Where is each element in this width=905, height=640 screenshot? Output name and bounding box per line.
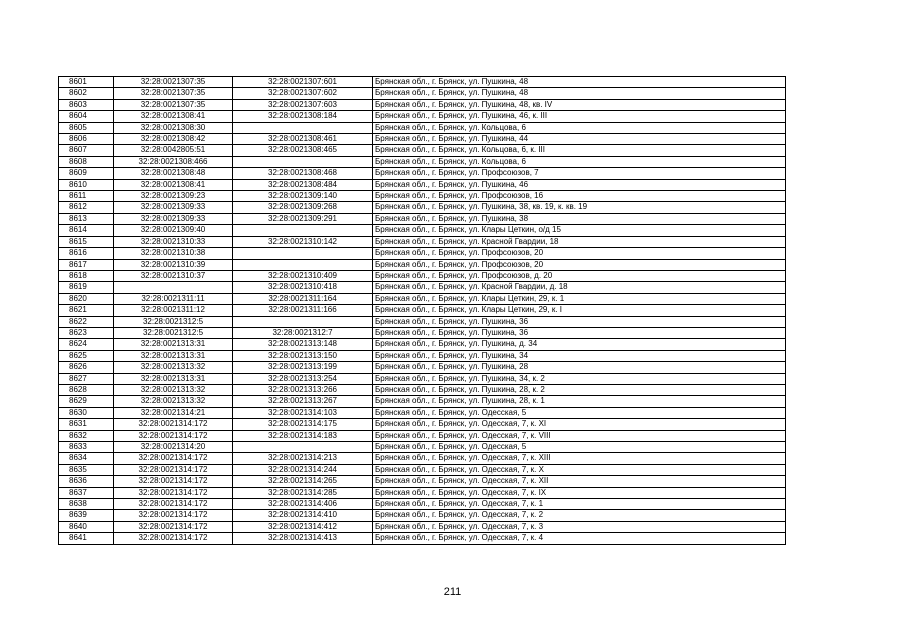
address-cell: Брянская обл., г. Брянск, ул. Красной Гвардии, д. 18 [373,282,786,293]
table-row [59,407,786,418]
row-number-cell: 8615 [59,236,114,247]
address-cell: Брянская обл., г. Брянск, ул. Профсоюзов, д. 20 [373,270,786,281]
object-cadastral-number-cell: 32:28:0021314:406 [233,499,373,510]
object-cadastral-number-cell: 32:28:0021313:199 [233,362,373,373]
register-table [58,76,786,545]
address-cell: Брянская обл., г. Брянск, ул. Кольцова, 6 [373,122,786,133]
table-row [59,191,786,202]
land-cadastral-number-cell: 32:28:0021313:32 [114,362,233,373]
object-cadastral-number-cell: 32:28:0021311:164 [233,293,373,304]
table-row [59,453,786,464]
land-cadastral-number-cell: 32:28:0021314:172 [114,521,233,532]
address-cell: Брянская обл., г. Брянск, ул. Одесская, 7, к. X [373,464,786,475]
object-cadastral-number-cell: 32:28:0021308:461 [233,134,373,145]
row-number-cell: 8637 [59,487,114,498]
row-number-cell: 8618 [59,270,114,281]
address-cell: Брянская обл., г. Брянск, ул. Пушкина, 48 [373,77,786,88]
row-number-cell: 8628 [59,384,114,395]
object-cadastral-number-cell: 32:28:0021310:409 [233,270,373,281]
row-number-cell: 8617 [59,259,114,270]
row-number-cell: 8602 [59,88,114,99]
table-row [59,122,786,133]
object-cadastral-number-cell [233,225,373,236]
table-row [59,282,786,293]
table-row [59,362,786,373]
table-row [59,225,786,236]
table-row [59,88,786,99]
table-row [59,510,786,521]
object-cadastral-number-cell: 32:28:0021308:468 [233,168,373,179]
address-cell: Брянская обл., г. Брянск, ул. Красной Гвардии, 18 [373,236,786,247]
address-cell: Брянская обл., г. Брянск, ул. Пушкина, 28, к. 2 [373,384,786,395]
object-cadastral-number-cell: 32:28:0021307:601 [233,77,373,88]
object-cadastral-number-cell: 32:28:0021311:166 [233,305,373,316]
object-cadastral-number-cell: 32:28:0021310:142 [233,236,373,247]
object-cadastral-number-cell: 32:28:0021308:484 [233,179,373,190]
land-cadastral-number-cell: 32:28:0021311:12 [114,305,233,316]
table-row [59,156,786,167]
row-number-cell: 8632 [59,430,114,441]
table-row [59,99,786,110]
address-cell: Брянская обл., г. Брянск, ул. Кольцова, 6 [373,156,786,167]
table-row [59,384,786,395]
land-cadastral-number-cell: 32:28:0021307:35 [114,88,233,99]
land-cadastral-number-cell: 32:28:0021314:172 [114,487,233,498]
object-cadastral-number-cell [233,122,373,133]
table-row [59,464,786,475]
table-row [59,236,786,247]
address-cell: Брянская обл., г. Брянск, ул. Клары Цеткин, о/д 15 [373,225,786,236]
object-cadastral-number-cell: 32:28:0021308:465 [233,145,373,156]
table-row [59,396,786,407]
row-number-cell: 8631 [59,419,114,430]
table-row [59,248,786,259]
row-number-cell: 8635 [59,464,114,475]
table-row [59,259,786,270]
object-cadastral-number-cell: 32:28:0021314:412 [233,521,373,532]
address-cell: Брянская обл., г. Брянск, ул. Одесская, 7, к. 4 [373,533,786,544]
address-cell: Брянская обл., г. Брянск, ул. Клары Цеткин, 29, к. 1 [373,293,786,304]
row-number-cell: 8605 [59,122,114,133]
table-row [59,430,786,441]
row-number-cell: 8640 [59,521,114,532]
row-number-cell: 8639 [59,510,114,521]
address-cell: Брянская обл., г. Брянск, ул. Кольцова, 6, к. III [373,145,786,156]
land-cadastral-number-cell: 32:28:0021307:35 [114,99,233,110]
row-number-cell: 8627 [59,373,114,384]
object-cadastral-number-cell [233,248,373,259]
land-cadastral-number-cell [114,282,233,293]
object-cadastral-number-cell: 32:28:0021314:410 [233,510,373,521]
table-row [59,270,786,281]
table-row [59,419,786,430]
object-cadastral-number-cell [233,316,373,327]
land-cadastral-number-cell: 32:28:0021307:35 [114,77,233,88]
land-cadastral-number-cell: 32:28:0021313:32 [114,396,233,407]
land-cadastral-number-cell: 32:28:0021310:37 [114,270,233,281]
land-cadastral-number-cell: 32:28:0021309:33 [114,213,233,224]
land-cadastral-number-cell: 32:28:0021309:33 [114,202,233,213]
address-cell: Брянская обл., г. Брянск, ул. Пушкина, 48, кв. IV [373,99,786,110]
row-number-cell: 8630 [59,407,114,418]
object-cadastral-number-cell: 32:28:0021314:183 [233,430,373,441]
row-number-cell: 8641 [59,533,114,544]
table-row [59,168,786,179]
address-cell: Брянская обл., г. Брянск, ул. Профсоюзов, 20 [373,259,786,270]
land-cadastral-number-cell: 32:28:0021314:172 [114,464,233,475]
address-cell: Брянская обл., г. Брянск, ул. Одесская, 7, к. XI [373,419,786,430]
table-row [59,111,786,122]
land-cadastral-number-cell: 32:28:0021313:32 [114,384,233,395]
object-cadastral-number-cell: 32:28:0021314:413 [233,533,373,544]
address-cell: Брянская обл., г. Брянск, ул. Одесская, 5 [373,407,786,418]
row-number-cell: 8619 [59,282,114,293]
object-cadastral-number-cell: 32:28:0021313:267 [233,396,373,407]
address-cell: Брянская обл., г. Брянск, ул. Пушкина, 44 [373,134,786,145]
object-cadastral-number-cell: 32:28:0021313:148 [233,339,373,350]
land-cadastral-number-cell: 32:28:0021314:172 [114,476,233,487]
row-number-cell: 8629 [59,396,114,407]
row-number-cell: 8624 [59,339,114,350]
address-cell: Брянская обл., г. Брянск, ул. Одесская, 7, к. 1 [373,499,786,510]
table-row [59,305,786,316]
row-number-cell: 8634 [59,453,114,464]
row-number-cell: 8623 [59,327,114,338]
land-cadastral-number-cell: 32:28:0021308:42 [114,134,233,145]
object-cadastral-number-cell [233,259,373,270]
row-number-cell: 8636 [59,476,114,487]
page-number: 211 [443,586,462,598]
object-cadastral-number-cell: 32:28:0021309:291 [233,213,373,224]
land-cadastral-number-cell: 32:28:0021314:172 [114,533,233,544]
address-cell: Брянская обл., г. Брянск, ул. Пушкина, 46, к. III [373,111,786,122]
row-number-cell: 8609 [59,168,114,179]
table-row [59,213,786,224]
address-cell: Брянская обл., г. Брянск, ул. Профсоюзов, 7 [373,168,786,179]
address-cell: Брянская обл., г. Брянск, ул. Пушкина, 38, кв. 19, к. кв. 19 [373,202,786,213]
land-cadastral-number-cell: 32:28:0021314:172 [114,510,233,521]
table-row [59,293,786,304]
address-cell: Брянская обл., г. Брянск, ул. Пушкина, 28, к. 1 [373,396,786,407]
table-row [59,134,786,145]
address-cell: Брянская обл., г. Брянск, ул. Профсоюзов, 20 [373,248,786,259]
land-cadastral-number-cell: 32:28:0021308:48 [114,168,233,179]
land-cadastral-number-cell: 32:28:0021310:33 [114,236,233,247]
address-cell: Брянская обл., г. Брянск, ул. Одесская, 7, к. VIII [373,430,786,441]
table-row [59,487,786,498]
land-cadastral-number-cell: 32:28:0021313:31 [114,339,233,350]
address-cell: Брянская обл., г. Брянск, ул. Одесская, 7, к. XIII [373,453,786,464]
object-cadastral-number-cell: 32:28:0021314:265 [233,476,373,487]
row-number-cell: 8633 [59,442,114,453]
table-row [59,521,786,532]
object-cadastral-number-cell: 32:28:0021314:213 [233,453,373,464]
land-cadastral-number-cell: 32:28:0021308:30 [114,122,233,133]
address-cell: Брянская обл., г. Брянск, ул. Пушкина, д. 34 [373,339,786,350]
address-cell: Брянская обл., г. Брянск, ул. Одесская, 7, к. XII [373,476,786,487]
land-cadastral-number-cell: 32:28:0021314:172 [114,453,233,464]
address-cell: Брянская обл., г. Брянск, ул. Клары Цеткин, 29, к. I [373,305,786,316]
address-cell: Брянская обл., г. Брянск, ул. Пушкина, 34 [373,350,786,361]
table-row [59,327,786,338]
address-cell: Брянская обл., г. Брянск, ул. Одесская, 7, к. 3 [373,521,786,532]
address-cell: Брянская обл., г. Брянск, ул. Пушкина, 46 [373,179,786,190]
land-cadastral-number-cell: 32:28:0021310:39 [114,259,233,270]
row-number-cell: 8614 [59,225,114,236]
table-row [59,179,786,190]
land-cadastral-number-cell: 32:28:0021310:38 [114,248,233,259]
table-row [59,499,786,510]
land-cadastral-number-cell: 32:28:0021309:23 [114,191,233,202]
address-cell: Брянская обл., г. Брянск, ул. Пушкина, 34, к. 2 [373,373,786,384]
address-cell: Брянская обл., г. Брянск, ул. Пушкина, 38 [373,213,786,224]
object-cadastral-number-cell: 32:28:0021314:103 [233,407,373,418]
table-row [59,145,786,156]
land-cadastral-number-cell: 32:28:0042805:51 [114,145,233,156]
land-cadastral-number-cell: 32:28:0021308:41 [114,111,233,122]
table-row [59,202,786,213]
object-cadastral-number-cell: 32:28:0021309:140 [233,191,373,202]
table-row [59,339,786,350]
object-cadastral-number-cell: 32:28:0021314:244 [233,464,373,475]
table-row [59,442,786,453]
row-number-cell: 8621 [59,305,114,316]
row-number-cell: 8622 [59,316,114,327]
table-row [59,533,786,544]
address-cell: Брянская обл., г. Брянск, ул. Одесская, 5 [373,442,786,453]
object-cadastral-number-cell: 32:28:0021313:150 [233,350,373,361]
object-cadastral-number-cell: 32:28:0021307:602 [233,88,373,99]
row-number-cell: 8620 [59,293,114,304]
land-cadastral-number-cell: 32:28:0021314:20 [114,442,233,453]
land-cadastral-number-cell: 32:28:0021308:466 [114,156,233,167]
land-cadastral-number-cell: 32:28:0021314:172 [114,430,233,441]
land-cadastral-number-cell: 32:28:0021314:172 [114,499,233,510]
object-cadastral-number-cell: 32:28:0021308:184 [233,111,373,122]
land-cadastral-number-cell: 32:28:0021313:31 [114,373,233,384]
table-row [59,373,786,384]
address-cell: Брянская обл., г. Брянск, ул. Профсоюзов, 16 [373,191,786,202]
land-cadastral-number-cell: 32:28:0021308:41 [114,179,233,190]
row-number-cell: 8616 [59,248,114,259]
land-cadastral-number-cell: 32:28:0021313:31 [114,350,233,361]
row-number-cell: 8626 [59,362,114,373]
land-cadastral-number-cell: 32:28:0021312:5 [114,316,233,327]
row-number-cell: 8638 [59,499,114,510]
land-cadastral-number-cell: 32:28:0021311:11 [114,293,233,304]
table-row [59,77,786,88]
table-row [59,350,786,361]
object-cadastral-number-cell: 32:28:0021307:603 [233,99,373,110]
object-cadastral-number-cell [233,156,373,167]
land-cadastral-number-cell: 32:28:0021314:172 [114,419,233,430]
object-cadastral-number-cell [233,442,373,453]
object-cadastral-number-cell: 32:28:0021314:175 [233,419,373,430]
row-number-cell: 8601 [59,77,114,88]
land-cadastral-number-cell: 32:28:0021309:40 [114,225,233,236]
land-cadastral-number-cell: 32:28:0021314:21 [114,407,233,418]
address-cell: Брянская обл., г. Брянск, ул. Одесская, 7, к. 2 [373,510,786,521]
row-number-cell: 8607 [59,145,114,156]
row-number-cell: 8610 [59,179,114,190]
row-number-cell: 8613 [59,213,114,224]
table-row [59,316,786,327]
object-cadastral-number-cell: 32:28:0021312:7 [233,327,373,338]
address-cell: Брянская обл., г. Брянск, ул. Пушкина, 28 [373,362,786,373]
object-cadastral-number-cell: 32:28:0021313:254 [233,373,373,384]
row-number-cell: 8608 [59,156,114,167]
row-number-cell: 8603 [59,99,114,110]
row-number-cell: 8606 [59,134,114,145]
row-number-cell: 8604 [59,111,114,122]
object-cadastral-number-cell: 32:28:0021313:266 [233,384,373,395]
row-number-cell: 8625 [59,350,114,361]
object-cadastral-number-cell: 32:28:0021314:285 [233,487,373,498]
register-table-body [59,77,786,545]
object-cadastral-number-cell: 32:28:0021310:418 [233,282,373,293]
address-cell: Брянская обл., г. Брянск, ул. Пушкина, 36 [373,316,786,327]
table-row [59,476,786,487]
address-cell: Брянская обл., г. Брянск, ул. Пушкина, 36 [373,327,786,338]
row-number-cell: 8611 [59,191,114,202]
object-cadastral-number-cell: 32:28:0021309:268 [233,202,373,213]
address-cell: Брянская обл., г. Брянск, ул. Пушкина, 48 [373,88,786,99]
address-cell: Брянская обл., г. Брянск, ул. Одесская, 7, к. IX [373,487,786,498]
row-number-cell: 8612 [59,202,114,213]
land-cadastral-number-cell: 32:28:0021312:5 [114,327,233,338]
